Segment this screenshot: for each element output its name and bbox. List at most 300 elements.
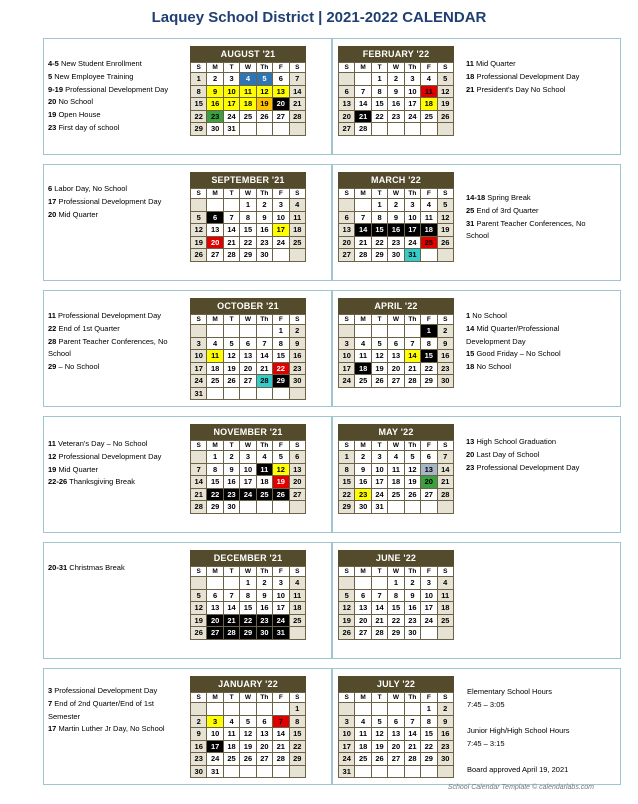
day-cell: 29: [339, 501, 355, 514]
note-date: 11: [466, 59, 474, 68]
day-cell: 17: [339, 740, 355, 753]
day-cell: 28: [404, 375, 420, 388]
day-cell: 20: [421, 476, 437, 489]
month-grid: [338, 692, 454, 778]
day-cell: 28: [191, 501, 207, 514]
note-date: 19: [48, 464, 57, 474]
month-header: APRIL '22: [374, 301, 418, 311]
day-cell: 8: [339, 463, 355, 476]
note-line: [466, 218, 586, 244]
weekday-header: Th: [404, 567, 420, 577]
empty-cell: [437, 249, 453, 262]
day-cell: 5: [371, 715, 387, 728]
day-cell: 7: [437, 451, 453, 464]
weekday-header: Th: [404, 693, 420, 703]
day-cell: 24: [240, 488, 256, 501]
day-cell: 22: [289, 740, 305, 753]
empty-cell: [404, 501, 420, 514]
empty-cell: [355, 703, 371, 716]
day-cell: 27: [388, 375, 404, 388]
day-cell: 2: [223, 451, 239, 464]
weekday-header: W: [388, 63, 404, 73]
day-cell: 16: [207, 98, 223, 111]
weekday-header: T: [371, 63, 387, 73]
week-row: [191, 85, 306, 98]
note-date: 22-26: [48, 477, 68, 487]
weekday-header: M: [207, 189, 223, 199]
day-cell: 4: [289, 199, 305, 212]
day-cell: 19: [339, 614, 355, 627]
day-cell: 16: [388, 98, 404, 111]
day-cell: 12: [273, 463, 289, 476]
week-row: [191, 589, 306, 602]
day-cell: 8: [289, 715, 305, 728]
day-cell: 29: [191, 123, 207, 136]
day-cell: 20: [339, 110, 355, 123]
day-cell: 23: [437, 362, 453, 375]
day-cell: 25: [289, 236, 305, 249]
weekday-header: W: [240, 63, 256, 73]
calendar-november: [190, 424, 306, 514]
day-cell: 10: [404, 85, 420, 98]
day-cell: 9: [289, 337, 305, 350]
note-text: Mid Quarter: [58, 464, 99, 474]
day-cell: 25: [388, 488, 404, 501]
day-cell: 8: [371, 211, 387, 224]
note-line: [466, 462, 591, 475]
day-cell: 29: [289, 753, 305, 766]
empty-cell: [273, 249, 289, 262]
day-cell: 3: [404, 73, 420, 86]
empty-cell: [371, 765, 387, 778]
note-line: [466, 84, 591, 97]
day-cell: 21: [191, 488, 207, 501]
day-cell: 30: [191, 765, 207, 778]
day-cell: 6: [207, 589, 223, 602]
day-cell: 18: [421, 98, 437, 111]
day-cell: 26: [404, 488, 420, 501]
day-cell: 5: [273, 451, 289, 464]
empty-cell: [289, 387, 305, 400]
week-row: [339, 740, 454, 753]
day-cell: 20: [339, 236, 355, 249]
weekday-header: M: [355, 189, 371, 199]
day-cell: 21: [355, 110, 371, 123]
day-cell: 6: [207, 211, 223, 224]
day-cell: 6: [256, 715, 272, 728]
day-cell: 11: [240, 85, 256, 98]
day-cell: 5: [223, 337, 239, 350]
day-cell: 25: [421, 110, 437, 123]
weekday-header: S: [339, 63, 355, 73]
week-row: [191, 325, 306, 338]
note-text: Open House: [58, 110, 101, 120]
month-grid: [338, 566, 454, 640]
week-row: [339, 199, 454, 212]
week-row: [191, 740, 306, 753]
empty-cell: [437, 627, 453, 640]
month-grid: [338, 62, 454, 136]
day-cell: 15: [289, 728, 305, 741]
day-cell: 23: [223, 488, 239, 501]
weekday-header: S: [339, 189, 355, 199]
day-cell: 11: [355, 350, 371, 363]
month-header: JULY '22: [376, 679, 416, 689]
weekday-header: T: [371, 189, 387, 199]
weekday-header: S: [437, 315, 453, 325]
day-cell: 24: [404, 236, 420, 249]
note-date: 14-18: [466, 193, 486, 202]
weekday-header: S: [437, 441, 453, 451]
weekday-header: S: [437, 693, 453, 703]
day-cell: 2: [388, 73, 404, 86]
month-grid: [338, 440, 454, 514]
day-cell: 11: [437, 589, 453, 602]
day-cell: 2: [191, 715, 207, 728]
empty-cell: [388, 501, 404, 514]
elementary-hours-label: Elementary School Hours: [467, 687, 553, 696]
note-line: [466, 205, 586, 218]
week-row: [339, 728, 454, 741]
day-cell: 23: [191, 753, 207, 766]
month-grid: [338, 188, 454, 262]
day-cell: 29: [371, 249, 387, 262]
weekday-header: Th: [404, 189, 420, 199]
day-cell: 15: [371, 98, 387, 111]
day-cell: 13: [207, 602, 223, 615]
weekday-header: M: [355, 63, 371, 73]
day-cell: 16: [437, 728, 453, 741]
day-cell: 16: [256, 602, 272, 615]
day-cell: 4: [240, 73, 256, 86]
day-cell: 27: [207, 627, 223, 640]
day-cell: 5: [404, 451, 420, 464]
weekday-header: W: [388, 315, 404, 325]
day-cell: 12: [191, 224, 207, 237]
note-date: 5: [48, 71, 53, 81]
day-cell: 31: [371, 501, 387, 514]
empty-cell: [339, 73, 355, 86]
weekday-header: S: [289, 567, 305, 577]
weekday-header: T: [223, 567, 239, 577]
empty-cell: [273, 387, 289, 400]
empty-cell: [256, 387, 272, 400]
week-row: [191, 614, 306, 627]
day-cell: 9: [388, 211, 404, 224]
empty-cell: [339, 199, 355, 212]
note-date: 20-31: [48, 563, 68, 572]
weekday-header: F: [273, 567, 289, 577]
day-cell: 17: [339, 362, 355, 375]
day-cell: 11: [207, 350, 223, 363]
day-cell: 9: [437, 715, 453, 728]
weekday-header: M: [207, 63, 223, 73]
note-line: [466, 449, 591, 462]
day-cell: 29: [240, 249, 256, 262]
week-row: [339, 589, 454, 602]
empty-cell: [339, 577, 355, 590]
day-cell: 22: [240, 614, 256, 627]
empty-cell: [191, 577, 207, 590]
day-cell: 4: [421, 199, 437, 212]
week-row: [339, 577, 454, 590]
month-header: JANUARY '22: [218, 679, 278, 689]
week-row: [191, 375, 306, 388]
note-date: 28: [48, 336, 57, 346]
day-cell: 1: [421, 325, 437, 338]
day-cell: 20: [289, 476, 305, 489]
note-line: [466, 348, 576, 361]
day-cell: 21: [256, 362, 272, 375]
note-text: End of 3rd Quarter: [476, 205, 539, 215]
day-cell: 11: [223, 728, 239, 741]
day-cell: 1: [289, 703, 305, 716]
day-cell: 10: [223, 85, 239, 98]
calendar-may: [338, 424, 454, 514]
day-cell: 18: [223, 740, 239, 753]
day-cell: 7: [355, 85, 371, 98]
weekday-header: F: [273, 315, 289, 325]
day-cell: 13: [273, 85, 289, 98]
day-cell: 10: [339, 350, 355, 363]
day-cell: 25: [207, 375, 223, 388]
day-cell: 4: [355, 337, 371, 350]
day-cell: 29: [273, 375, 289, 388]
day-cell: 12: [256, 85, 272, 98]
day-cell: 28: [256, 375, 272, 388]
empty-cell: [289, 501, 305, 514]
week-row: [339, 337, 454, 350]
day-cell: 17: [371, 476, 387, 489]
day-cell: 28: [355, 123, 371, 136]
week-row: [191, 199, 306, 212]
day-cell: 28: [289, 110, 305, 123]
notes-february: [466, 58, 591, 96]
day-cell: 23: [404, 614, 420, 627]
note-text: No School: [472, 311, 507, 320]
day-cell: 7: [355, 211, 371, 224]
day-cell: 12: [437, 85, 453, 98]
weekday-header: M: [207, 441, 223, 451]
month-header: FEBRUARY '22: [362, 49, 430, 59]
weekday-header: W: [388, 441, 404, 451]
day-cell: 13: [207, 224, 223, 237]
day-cell: 28: [355, 249, 371, 262]
day-cell: 4: [421, 73, 437, 86]
day-cell: 26: [437, 236, 453, 249]
day-cell: 10: [207, 728, 223, 741]
day-cell: 23: [207, 110, 223, 123]
note-date: 20: [48, 97, 57, 107]
note-date: 29: [48, 362, 57, 372]
day-cell: 16: [289, 350, 305, 363]
day-cell: 2: [289, 325, 305, 338]
day-cell: 17: [273, 602, 289, 615]
day-cell: 26: [256, 110, 272, 123]
day-cell: 22: [371, 110, 387, 123]
month-header: MARCH '22: [371, 175, 421, 185]
weekday-header: M: [355, 315, 371, 325]
day-cell: 30: [256, 627, 272, 640]
day-cell: 12: [371, 350, 387, 363]
day-cell: 13: [388, 350, 404, 363]
note-date: 21: [466, 84, 475, 94]
day-cell: 19: [240, 740, 256, 753]
day-cell: 22: [421, 740, 437, 753]
weekday-header: S: [437, 189, 453, 199]
day-cell: 20: [388, 362, 404, 375]
note-date: 12: [48, 451, 57, 461]
weekday-header: S: [437, 567, 453, 577]
month-grid: [338, 314, 454, 388]
day-cell: 2: [437, 703, 453, 716]
note-line: [48, 183, 188, 196]
weekday-header: T: [223, 693, 239, 703]
day-cell: 27: [289, 488, 305, 501]
day-cell: 12: [339, 602, 355, 615]
weekday-header: Th: [404, 63, 420, 73]
day-cell: 22: [273, 362, 289, 375]
empty-cell: [223, 325, 239, 338]
note-date: 18: [466, 362, 475, 372]
note-text: Parent Teacher Conferences, No School: [48, 336, 168, 359]
empty-cell: [207, 325, 223, 338]
day-cell: 1: [371, 199, 387, 212]
notes-december: [48, 562, 188, 575]
note-text: Professional Development Day: [476, 462, 580, 472]
day-cell: 25: [437, 614, 453, 627]
empty-cell: [191, 703, 207, 716]
day-cell: 6: [355, 589, 371, 602]
title-separator: |: [318, 9, 323, 26]
day-cell: 8: [421, 337, 437, 350]
day-cell: 29: [388, 627, 404, 640]
day-cell: 15: [240, 602, 256, 615]
weekday-header: W: [388, 693, 404, 703]
day-cell: 10: [404, 211, 420, 224]
weekday-header: S: [191, 441, 207, 451]
note-date: 15: [466, 349, 475, 359]
note-text: Professional Development Day: [58, 311, 161, 320]
week-row: [191, 236, 306, 249]
notes-september: [48, 183, 188, 221]
day-cell: 1: [371, 73, 387, 86]
day-cell: 10: [191, 350, 207, 363]
day-cell: 9: [355, 463, 371, 476]
day-cell: 18: [388, 476, 404, 489]
day-cell: 11: [256, 463, 272, 476]
day-cell: 1: [273, 325, 289, 338]
day-cell: 8: [273, 337, 289, 350]
calendar-july: [338, 676, 454, 778]
note-line: [48, 723, 183, 736]
week-row: [191, 488, 306, 501]
day-cell: 20: [355, 614, 371, 627]
weekday-header: S: [191, 693, 207, 703]
day-cell: 10: [273, 589, 289, 602]
note-date: 14: [466, 323, 475, 333]
day-cell: 8: [371, 85, 387, 98]
day-cell: 15: [388, 602, 404, 615]
day-cell: 17: [207, 740, 223, 753]
day-cell: 22: [388, 614, 404, 627]
empty-cell: [355, 577, 371, 590]
weekday-header: F: [421, 315, 437, 325]
empty-cell: [240, 325, 256, 338]
notes-august: [48, 58, 188, 135]
empty-cell: [256, 765, 272, 778]
day-cell: 13: [339, 224, 355, 237]
note-date: 3: [48, 686, 53, 695]
weekday-header: T: [371, 693, 387, 703]
week-row: [339, 501, 454, 514]
weekday-header: S: [191, 63, 207, 73]
day-cell: 7: [223, 589, 239, 602]
day-cell: 13: [339, 98, 355, 111]
empty-cell: [355, 73, 371, 86]
note-line: [466, 436, 591, 449]
day-cell: 6: [240, 337, 256, 350]
calendar-june: [338, 550, 454, 640]
empty-cell: [371, 325, 387, 338]
note-text: Martin Luther Jr Day, No School: [58, 724, 165, 734]
day-cell: 18: [207, 362, 223, 375]
note-text: Last Day of School: [476, 449, 540, 459]
weekday-header: Th: [256, 567, 272, 577]
day-cell: 1: [191, 73, 207, 86]
week-row: [191, 350, 306, 363]
weekday-header: T: [371, 315, 387, 325]
district-name: Laquey School District: [151, 9, 315, 26]
day-cell: 21: [289, 98, 305, 111]
day-cell: 21: [404, 740, 420, 753]
day-cell: 8: [191, 85, 207, 98]
weekday-header: F: [421, 567, 437, 577]
day-cell: 25: [421, 236, 437, 249]
day-cell: 3: [207, 715, 223, 728]
day-cell: 27: [240, 375, 256, 388]
week-row: [339, 753, 454, 766]
note-line: [48, 58, 188, 71]
note-line: [466, 323, 576, 349]
day-cell: 19: [371, 740, 387, 753]
note-line: [466, 192, 586, 205]
day-cell: 12: [404, 463, 420, 476]
day-cell: 8: [421, 715, 437, 728]
weekday-header: Th: [256, 315, 272, 325]
empty-cell: [421, 501, 437, 514]
day-cell: 30: [437, 753, 453, 766]
day-cell: 14: [355, 98, 371, 111]
note-text: High School Graduation: [476, 437, 557, 446]
day-cell: 20: [207, 614, 223, 627]
empty-cell: [421, 765, 437, 778]
empty-cell: [404, 765, 420, 778]
day-cell: 15: [273, 350, 289, 363]
empty-cell: [223, 765, 239, 778]
day-cell: 4: [256, 451, 272, 464]
day-cell: 27: [421, 488, 437, 501]
week-row: [339, 325, 454, 338]
day-cell: 23: [355, 488, 371, 501]
day-cell: 27: [207, 249, 223, 262]
day-cell: 5: [371, 337, 387, 350]
day-cell: 5: [339, 589, 355, 602]
empty-cell: [437, 123, 453, 136]
day-cell: 5: [191, 211, 207, 224]
day-cell: 24: [273, 236, 289, 249]
week-row: [339, 362, 454, 375]
